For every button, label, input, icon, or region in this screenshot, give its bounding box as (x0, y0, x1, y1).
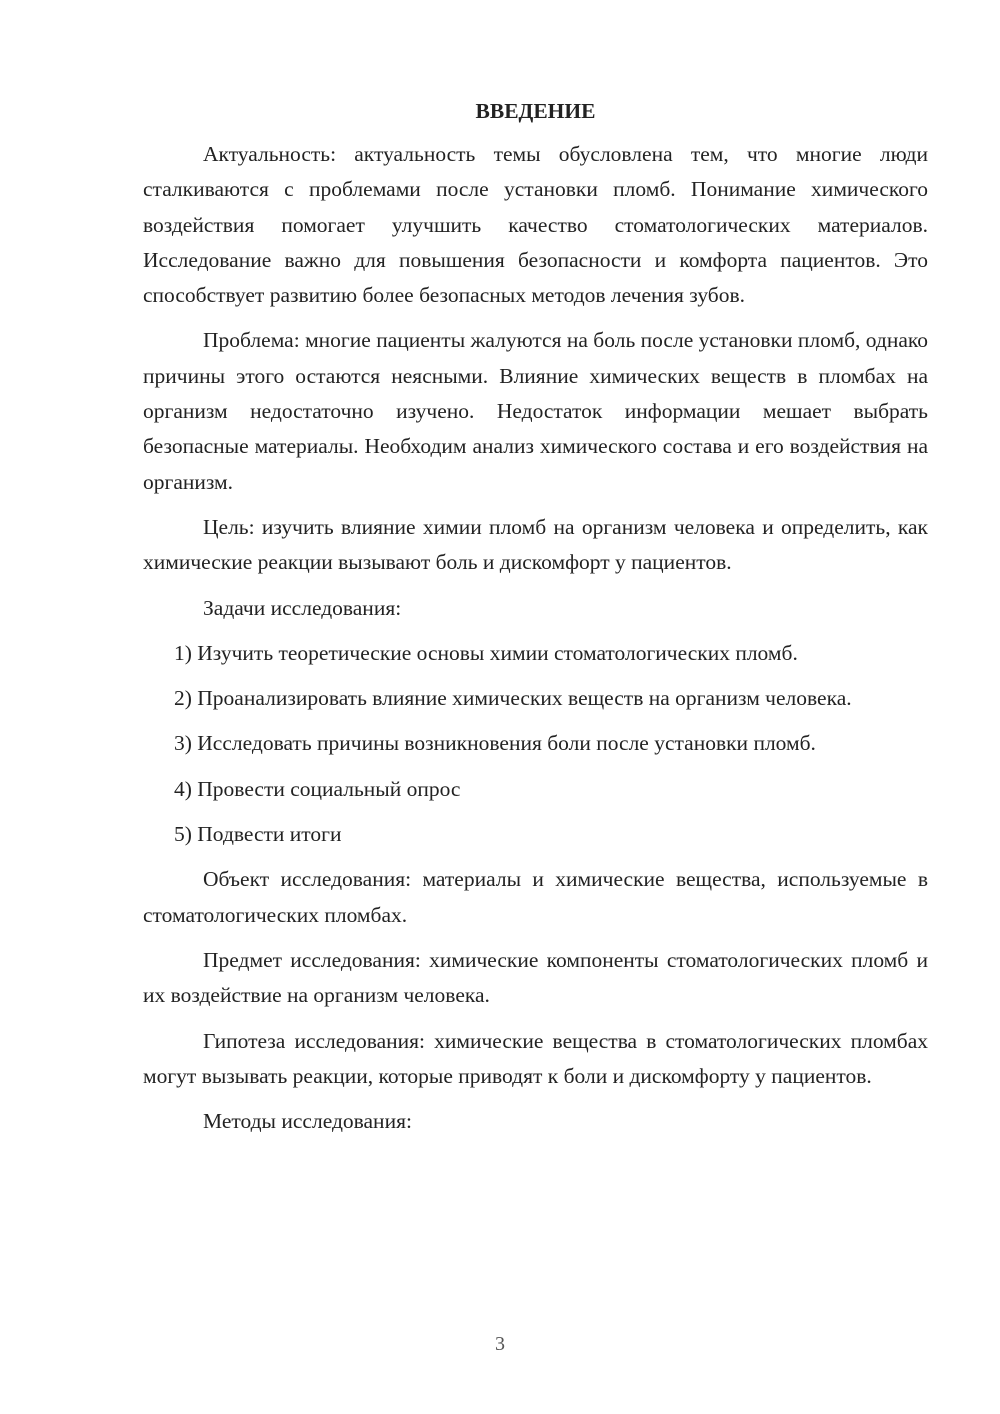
task-item-3: 3) Исследовать причины возникновения боли после установки пломб. (174, 731, 816, 756)
task-item-4: 4) Провести социальный опрос (174, 776, 461, 801)
tasks-heading: Задачи исследования: (203, 595, 402, 620)
task-item-1: 1) Изучить теоретические основы химии стоматологических пломб. (174, 640, 798, 665)
subject-paragraph: Предмет исследования: химические компоненты стоматологических пломб и их воздействие на организм человека. (143, 947, 928, 1008)
methods-heading: Методы исследования: (203, 1109, 412, 1134)
object-paragraph: Объект исследования: материалы и химические вещества, используемые в стоматологических пломбах. (143, 867, 928, 927)
goal-paragraph: Цель: изучить влияние химии пломб на организм человека и определить, как химические реакции вызывают боль и дискомфорт у пациентов. (143, 514, 928, 575)
problem-paragraph: Проблема: многие пациенты жалуются на боль после установки пломб, однако причины этого остаются неясными. Влияние химических веществ в пломбах на организм недостаточно изучено. Недостаток информации мешает выбрать безопасные материалы. Необходим анализ химического состава и его воздействия на организм. (143, 328, 928, 494)
task-item-5: 5) Подвести итоги (174, 822, 342, 847)
hypothesis-paragraph: Гипотеза исследования: химические вещества в стоматологических пломбах могут вызывать реакции, которые приводят к боли и дискомфорту у пациентов. (143, 1028, 928, 1088)
page-content (143, 96, 928, 1149)
task-item-2: 2) Проанализировать влияние химических веществ на организм человека. (174, 686, 852, 711)
relevance-paragraph: Актуальность: актуальность темы обусловлена тем, что многие люди сталкиваются с проблемами после установки пломб. Понимание химического воздействия помогает улучшить качество стоматологических материалов. Исследование важно для повышения безопасности и комфорта пациентов. Это способствует развитию более безопасных методов лечения зубов. (143, 142, 928, 308)
page-number: 3 (495, 1333, 505, 1355)
page-title: ВВЕДЕНИЕ (475, 99, 596, 123)
